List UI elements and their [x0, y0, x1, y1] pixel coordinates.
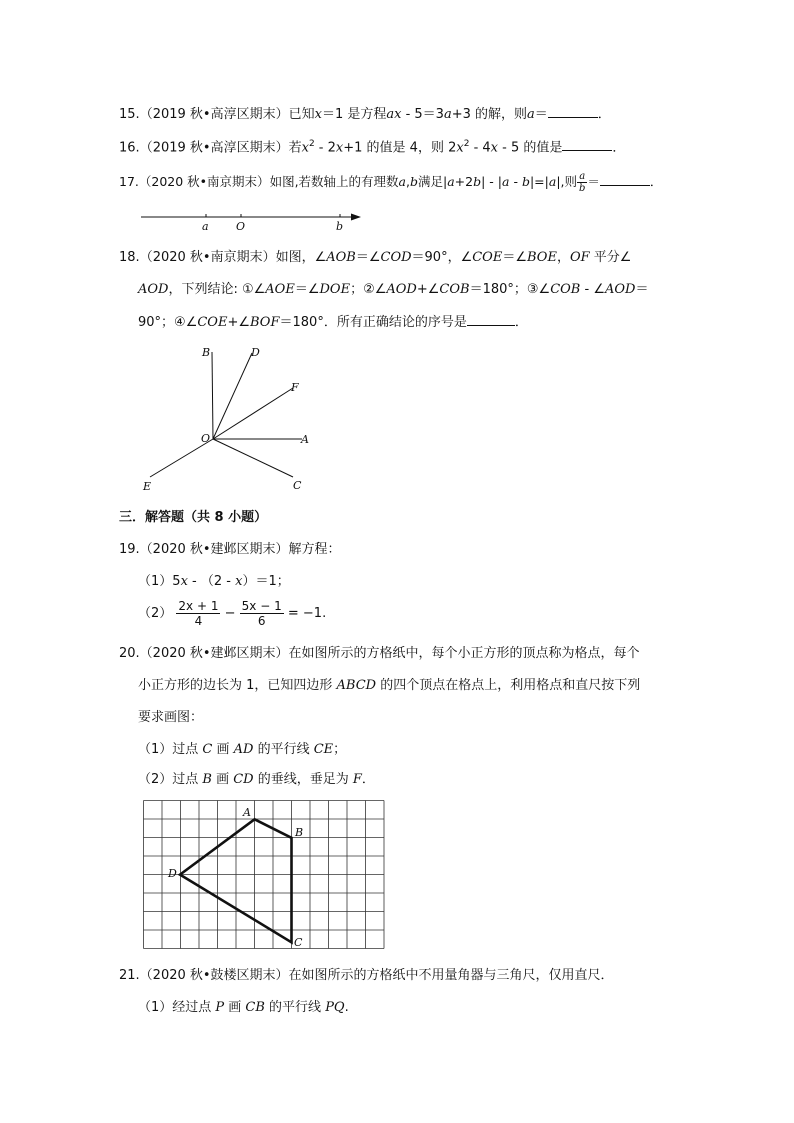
question-number: 15.: [119, 107, 140, 122]
text: （2）过点: [138, 772, 203, 787]
question-17: [119, 171, 662, 194]
angle-name: AOB: [326, 250, 356, 265]
text: ；②∠: [350, 282, 387, 297]
label-a: A: [301, 433, 309, 446]
text: - （2 -: [187, 574, 236, 589]
label-a: a: [202, 220, 209, 233]
ray-oc: [213, 439, 293, 477]
text: 画: [224, 1000, 246, 1015]
text: .: [344, 1000, 349, 1015]
label-d: D: [251, 346, 260, 359]
angle-figure: [140, 342, 320, 494]
ray-ob: [212, 352, 213, 439]
var-a: a: [386, 107, 395, 122]
text: （1）过点: [138, 742, 203, 757]
question-20-line-1: 20.（2020 秋•建邺区期末）在如图所示的方格纸中，每个小正方形的顶点称为格点，每个: [119, 646, 640, 661]
text: 小正方形的边长为 1，已知四边形: [138, 678, 337, 693]
fraction-1: [176, 599, 220, 628]
text: +∠: [227, 315, 251, 330]
fraction-denominator: 6: [257, 614, 266, 628]
section-heading: 三．解答题（共 8 小题）: [119, 510, 268, 525]
angle-name: BOF: [250, 315, 280, 330]
label-c: C: [294, 936, 303, 949]
angle-name: OF: [569, 250, 590, 265]
label-e: E: [143, 480, 152, 493]
text: ＝: [587, 174, 600, 189]
text: ，: [556, 250, 570, 265]
fraction-denominator: b: [579, 183, 586, 194]
text: （2020 秋•南京期末）如图，∠: [139, 250, 327, 265]
part-number: （2）: [138, 606, 173, 621]
angle-name: AOD: [605, 282, 636, 297]
text: 5: [172, 574, 181, 589]
var-ad: AD: [233, 742, 254, 757]
text: ．: [597, 107, 611, 122]
var-x: x: [301, 140, 309, 156]
var-b: b: [521, 174, 530, 189]
question-20-part-2: [138, 771, 375, 789]
exponent: 2: [308, 139, 315, 149]
text: ＝180°；③∠: [469, 282, 551, 297]
angle-name: AOD: [138, 282, 169, 297]
var-cd: CD: [233, 772, 254, 787]
text: 90°；④∠: [138, 315, 198, 330]
text: |=|: [529, 174, 549, 189]
text: +∠: [416, 282, 440, 297]
var-x: x: [180, 574, 188, 589]
text: - 4: [469, 140, 491, 156]
var-x: x: [490, 140, 499, 156]
fraction-numerator: a: [577, 171, 587, 183]
number-line-figure: [135, 206, 370, 234]
answer-blank[interactable]: [467, 313, 515, 326]
var-p: P: [215, 1000, 225, 1015]
part-number: （1）: [138, 574, 173, 589]
text: - 2: [314, 140, 336, 156]
angle-name: COE: [197, 315, 228, 330]
question-19-head: 19.（2020 秋•建邺区期末）解方程：: [119, 542, 341, 557]
text: ；: [333, 742, 347, 757]
text: ，下列结论: ①∠: [168, 282, 266, 297]
label-c: C: [293, 479, 302, 492]
text: 如图,若数轴上的有理数: [269, 174, 399, 189]
angle-name: BOE: [527, 250, 557, 265]
text: 若: [288, 140, 302, 156]
question-21-line-1: 21.（2020 秋•鼓楼区期末）在如图所示的方格纸中不用量角器与三角尺，仅用直尺．: [119, 968, 614, 983]
question-18-line-1: [119, 249, 631, 267]
label-o: O: [201, 432, 211, 445]
answer-blank[interactable]: [600, 173, 650, 186]
text: ＝: [534, 107, 548, 122]
answer-blank[interactable]: [562, 138, 612, 151]
label-b: B: [202, 346, 211, 359]
text: - 5 的值是: [498, 140, 563, 156]
text: +3 的解，则: [451, 107, 528, 122]
text: ＝∠: [355, 250, 381, 265]
question-18-text-1: [140, 250, 632, 265]
question-21-part-1: [138, 999, 349, 1017]
minus-sign: −: [224, 606, 236, 621]
question-18-line-2: [138, 281, 648, 299]
label-o: O: [236, 220, 246, 233]
text: ＝1 是方程: [321, 107, 387, 122]
question-number: 16.: [119, 140, 140, 156]
text: - ∠: [580, 282, 605, 297]
question-20-line-3: 要求画图：: [138, 710, 204, 725]
var-f: F: [352, 772, 362, 787]
var-a: a: [527, 107, 535, 122]
label-b: b: [336, 220, 344, 233]
text: 的垂线，垂足为: [253, 772, 353, 787]
question-18-text-2: [138, 282, 648, 297]
var-pq: PQ: [325, 1000, 345, 1015]
text: ＝∠: [502, 250, 527, 265]
var-b: b: [409, 174, 418, 189]
fraction-numerator: 5x − 1: [241, 599, 282, 613]
text: （1）经过点: [138, 1000, 216, 1015]
fraction-2: [240, 599, 284, 628]
var-abcd: ABCD: [336, 678, 377, 693]
angle-name: COB: [439, 282, 470, 297]
var-a: a: [548, 174, 557, 189]
angle-name: COE: [472, 250, 503, 265]
angle-name: AOE: [265, 282, 295, 297]
text: ．: [514, 315, 528, 330]
var-x: x: [335, 140, 344, 156]
answer-blank[interactable]: [548, 105, 598, 118]
text: ＝∠: [294, 282, 320, 297]
angle-name: COD: [380, 250, 412, 265]
arrow-icon: [351, 214, 361, 221]
var-x: x: [314, 107, 322, 122]
var-a: a: [398, 174, 406, 189]
fraction-a-over-b: [577, 171, 587, 194]
var-b: b: [473, 174, 482, 189]
label-f: F: [291, 381, 299, 394]
question-18-line-3: [138, 313, 528, 332]
text: ＝: [635, 282, 649, 297]
angle-name: AOD: [386, 282, 417, 297]
question-20-line-2: [138, 677, 640, 695]
text: ．: [612, 140, 626, 156]
var-a: a: [502, 174, 510, 189]
text: -: [509, 174, 522, 189]
question-source: （2019 秋•高淳区期末）: [139, 140, 289, 156]
text: |,则: [556, 174, 577, 189]
text: +1 的值是 4，则 2: [343, 140, 457, 156]
text: 画: [211, 772, 234, 787]
question-20-part-1: [138, 741, 346, 759]
text: ．: [361, 772, 375, 787]
var-x: x: [235, 574, 243, 589]
var-a: a: [443, 107, 452, 122]
text: 平分∠: [589, 250, 632, 265]
var-ce: CE: [313, 742, 334, 757]
grid-figure: [140, 799, 392, 955]
text: ＝180°．所有正确结论的序号是: [279, 315, 467, 330]
question-number: 17.: [119, 174, 139, 189]
text: ＝90°，∠: [411, 250, 473, 265]
label-b: B: [295, 826, 304, 839]
text: +2: [454, 174, 474, 189]
question-19-part-1: [138, 573, 290, 591]
text: ）＝1；: [242, 574, 290, 589]
question-source: （2020 秋•南京期末）: [138, 174, 270, 189]
text: ,: [406, 174, 410, 189]
fraction-denominator: 4: [194, 614, 203, 628]
text: ．: [649, 174, 663, 189]
text: 画: [212, 742, 234, 757]
var-x: x: [456, 140, 464, 156]
angle-name: COB: [550, 282, 581, 297]
angle-name: DOE: [319, 282, 351, 297]
label-d: D: [168, 867, 177, 880]
text: | - |: [481, 174, 503, 189]
question-15: [119, 105, 611, 124]
text: 的四个顶点在格点上，利用格点和直尺按下列: [376, 678, 641, 693]
question-16: [119, 135, 625, 157]
question-18-text-3: [138, 315, 467, 330]
label-a: A: [243, 806, 251, 819]
text: 的平行线: [253, 742, 314, 757]
var-b: B: [202, 772, 212, 787]
text: 满足|: [418, 174, 448, 189]
text: 的平行线: [264, 1000, 326, 1015]
text: - 5＝3: [401, 107, 444, 122]
var-a: a: [447, 174, 455, 189]
var-cb: CB: [245, 1000, 265, 1015]
var-x: x: [394, 107, 402, 122]
question-19-part-2: [138, 599, 326, 629]
fraction-numerator: 2x + 1: [178, 599, 219, 613]
question-number: 18.: [119, 250, 140, 265]
question-source: （2019 秋•高淳区期末）: [139, 107, 289, 122]
text: = −1.: [287, 606, 327, 621]
var-c: C: [202, 742, 213, 757]
exponent: 2: [463, 139, 470, 149]
text: 已知: [288, 107, 315, 122]
